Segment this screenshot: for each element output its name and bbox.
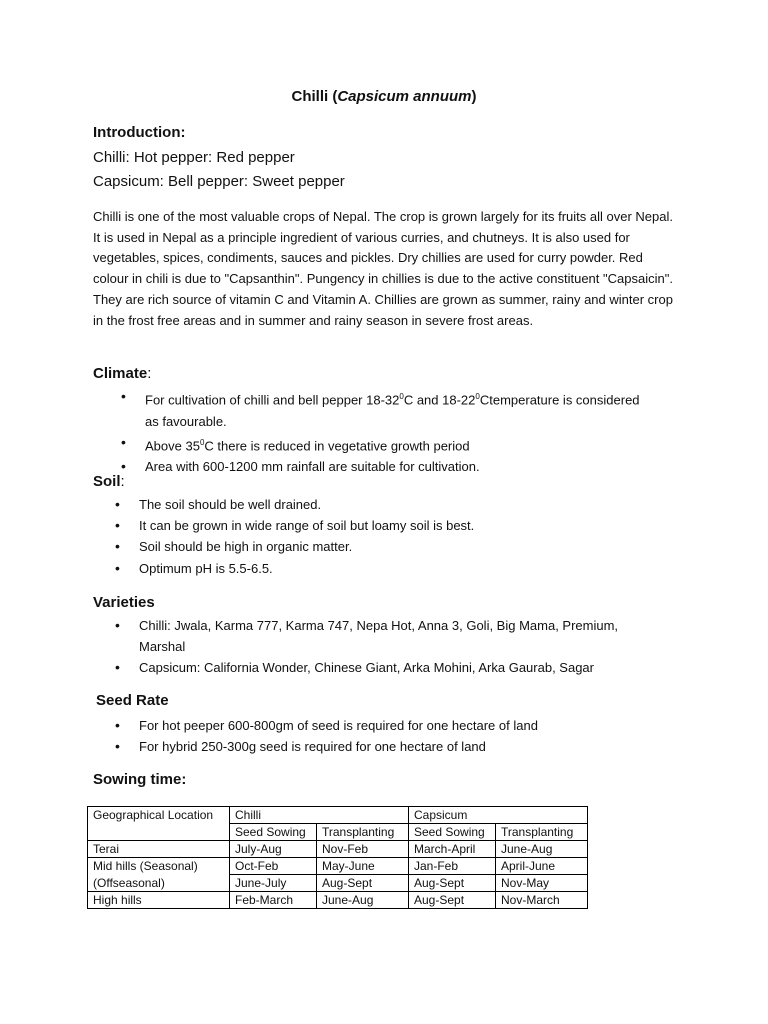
cell-capsicum-sowing: Aug-Sept [409, 875, 496, 892]
list-item: • For cultivation of chilli and bell pepper $18-32^0C$ and $18-22^0Ctemperature$ is considered as favourable. [121, 386, 641, 432]
header-capsicum: Capsicum [409, 807, 588, 824]
cell-chilli-sowing: July-Aug [230, 841, 317, 858]
varieties-heading: Varieties [93, 594, 155, 611]
varieties-list [115, 615, 663, 679]
table-row [88, 892, 588, 909]
header-chilli: Chilli [230, 807, 409, 824]
cell-chilli-transplanting: May-June [317, 858, 409, 875]
list-item: • Chilli: Jwala, Karma 777, Karma 747, Nepa Hot, Anna 3, Goli, Big Mama, Premium, Marshal [115, 615, 663, 657]
cell-chilli-transplanting: Aug-Sept [317, 875, 409, 892]
header-capsicum-transplanting: Transplanting [496, 824, 588, 841]
seed-rate-list [115, 715, 675, 757]
cell-capsicum-transplanting: Nov-March [496, 892, 588, 909]
scientific-name: Capsicum annuum [337, 88, 472, 105]
cell-capsicum-sowing: Jan-Feb [409, 858, 496, 875]
cell-chilli-sowing: June-July [230, 875, 317, 892]
list-item: • Area with 600-1200 mm rainfall are suitable for cultivation. [121, 456, 641, 477]
table-row [88, 841, 588, 858]
cell-location: (Offseasonal) [88, 875, 230, 892]
cell-capsicum-transplanting: June-Aug [496, 841, 588, 858]
cell-chilli-sowing: Feb-March [230, 892, 317, 909]
seed-rate-heading: Seed Rate [96, 692, 169, 709]
header-chilli-transplanting: Transplanting [317, 824, 409, 841]
list-item: • Optimum pH is 5.5-6.5. [115, 558, 675, 579]
list-item: • It can be grown in wide range of soil but loamy soil is best. [115, 515, 675, 536]
list-item: • For hybrid 250-300g seed is required for one hectare of land [115, 736, 675, 757]
page-title: Chilli (Capsicum annuum) [291, 88, 477, 105]
soil-heading: Soil: [93, 473, 125, 490]
header-chilli-seed-sowing: Seed Sowing [230, 824, 317, 841]
table-row [88, 858, 588, 875]
cell-capsicum-transplanting: April-June [496, 858, 588, 875]
list-item: • The soil should be well drained. [115, 494, 675, 515]
list-item: • Soil should be high in organic matter. [115, 536, 675, 557]
list-item: • For hot peeper 600-800gm of seed is required for one hectare of land [115, 715, 675, 736]
list-item: • Capsicum: California Wonder, Chinese Giant, Arka Mohini, Arka Gaurab, Sagar [115, 657, 663, 678]
header-location: Geographical Location [88, 807, 230, 824]
cell-chilli-transplanting: Nov-Feb [317, 841, 409, 858]
soil-list [115, 494, 675, 579]
cell-chilli-sowing: Oct-Feb [230, 858, 317, 875]
list-item: • Above $35^0C$ there is reduced in vegetative growth period [121, 432, 641, 457]
sowing-time-table [87, 806, 588, 909]
cell-location: Mid hills (Seasonal) [88, 858, 230, 875]
sowing-time-heading: Sowing time: [93, 771, 187, 788]
climate-heading: Climate: [93, 365, 152, 382]
climate-list [121, 386, 641, 477]
introduction-paragraph: Chilli is one of the most valuable crops of Nepal. The crop is grown largely for its fruits all over Nepal. It is used in Nepal as a principle ingredient of various curries, and chutneys. It is also used for vegetables, spices, condiments, sauces and pickles. Dry chillies are used for curry powder. Red colour in chili is due to "Capsanthin". Pungency in chillies is due to the active constituent "Capsaicin". They are rich source of vitamin C and Vitamin A. Chillies are grown as summer, rainy and winter crop in the frost free areas and in summer and rainy season in severe frost areas. [93, 209, 673, 328]
introduction-heading: Introduction: [93, 124, 186, 141]
intro-capsicum-names: Capsicum: Bell pepper: Sweet pepper [93, 173, 345, 190]
cell-capsicum-transplanting: Nov-May [496, 875, 588, 892]
header-capsicum-seed-sowing: Seed Sowing [409, 824, 496, 841]
intro-chilli-names: Chilli: Hot pepper: Red pepper [93, 149, 295, 166]
cell-chilli-transplanting: June-Aug [317, 892, 409, 909]
header-location-spacer [88, 824, 230, 841]
cell-location: High hills [88, 892, 230, 909]
table-row [88, 875, 588, 892]
table-header-row [88, 807, 588, 824]
table-subheader-row [88, 824, 588, 841]
cell-location: Terai [88, 841, 230, 858]
cell-capsicum-sowing: March-April [409, 841, 496, 858]
cell-capsicum-sowing: Aug-Sept [409, 892, 496, 909]
